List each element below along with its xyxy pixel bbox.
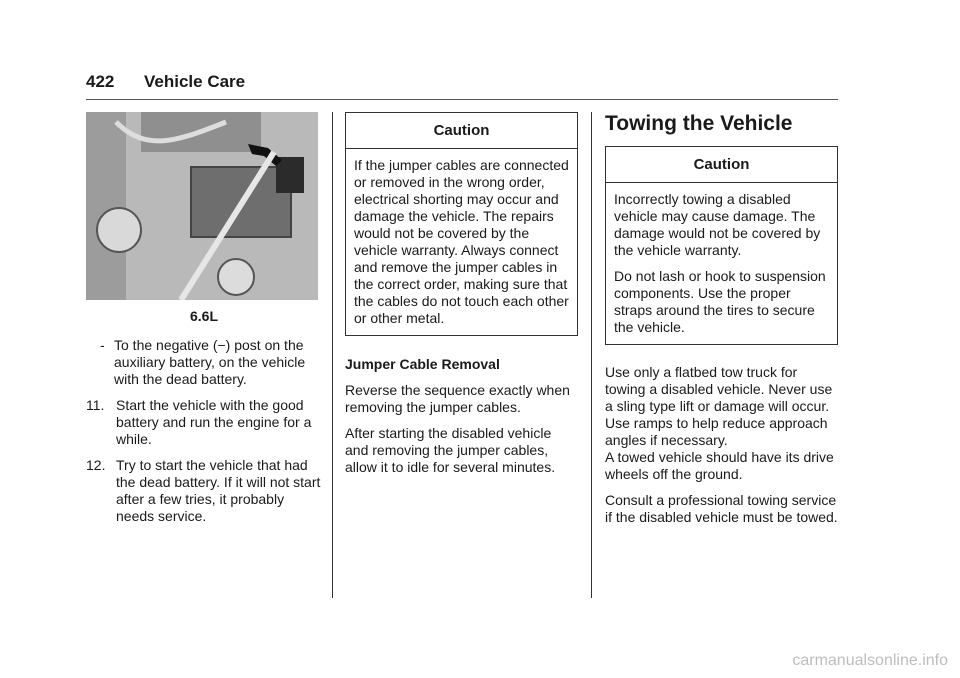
- step-11: [86, 397, 322, 448]
- caution-text: Do not lash or hook to suspension components. Use the proper straps around the tires to secure the vehicle.: [614, 268, 826, 335]
- page-number: 422: [86, 72, 115, 91]
- subheading-jumper-removal: Jumper Cable Removal: [345, 356, 500, 372]
- column-1: [86, 112, 322, 525]
- column-divider-1: [332, 112, 333, 598]
- caution-text: Incorrectly towing a disabled vehicle may cause damage. The damage would not be covered by the vehicle warranty.: [614, 191, 821, 258]
- paragraph: After starting the disabled vehicle and removing the jumper cables, allow it to idle for several minutes.: [345, 425, 556, 475]
- step-text: Try to start the vehicle that had the dead battery. If it will not start after a few tries, it probably needs service.: [116, 457, 321, 524]
- engine-bay-illustration: [86, 112, 318, 300]
- bullet-text: To the negative (−) post on the auxiliary battery, on the vehicle with the dead battery.: [114, 337, 306, 387]
- caution-box-towing: [605, 146, 838, 345]
- paragraph: Use only a flatbed tow truck for towing a disabled vehicle. Never use a sling type lift or damage will occur. Use ramps to help reduce approach angles if necessary.: [605, 364, 833, 448]
- step-number: 11.: [86, 397, 105, 413]
- column-divider-2: [591, 112, 592, 598]
- section-title: Vehicle Care: [144, 72, 246, 91]
- caution-box-jumper: [345, 112, 578, 336]
- caution-title: Caution: [346, 113, 577, 149]
- section-heading: Towing the Vehicle: [605, 112, 793, 135]
- step-12: [86, 457, 322, 525]
- column-3: [605, 112, 838, 535]
- bullet-dash: -: [100, 337, 105, 353]
- sub-bullet: [100, 337, 322, 388]
- paragraph: A towed vehicle should have its drive wheels off the ground.: [605, 449, 834, 482]
- paragraph: Consult a professional towing service if the disabled vehicle must be towed.: [605, 492, 838, 525]
- column-2: [345, 112, 578, 485]
- watermark: carmanualsonline.info: [792, 652, 948, 669]
- paragraph: Reverse the sequence exactly when removing the jumper cables.: [345, 382, 570, 415]
- step-text: Start the vehicle with the good battery and run the engine for a while.: [116, 397, 312, 447]
- figure-caption: 6.6L: [189, 308, 218, 324]
- caution-title: Caution: [606, 147, 837, 183]
- page-header: [86, 72, 245, 92]
- header-rule: [86, 99, 838, 100]
- caution-text: If the jumper cables are connected or removed in the wrong order, electrical shorting may occur and damage the vehicle. The repairs would not be covered by the vehicle warranty. Always connect and remove the jumper cables in the correct order, making sure that the cables do not touch each other or other metal.: [354, 157, 569, 326]
- step-number: 12.: [86, 457, 106, 473]
- engine-bay-photo: [86, 112, 318, 300]
